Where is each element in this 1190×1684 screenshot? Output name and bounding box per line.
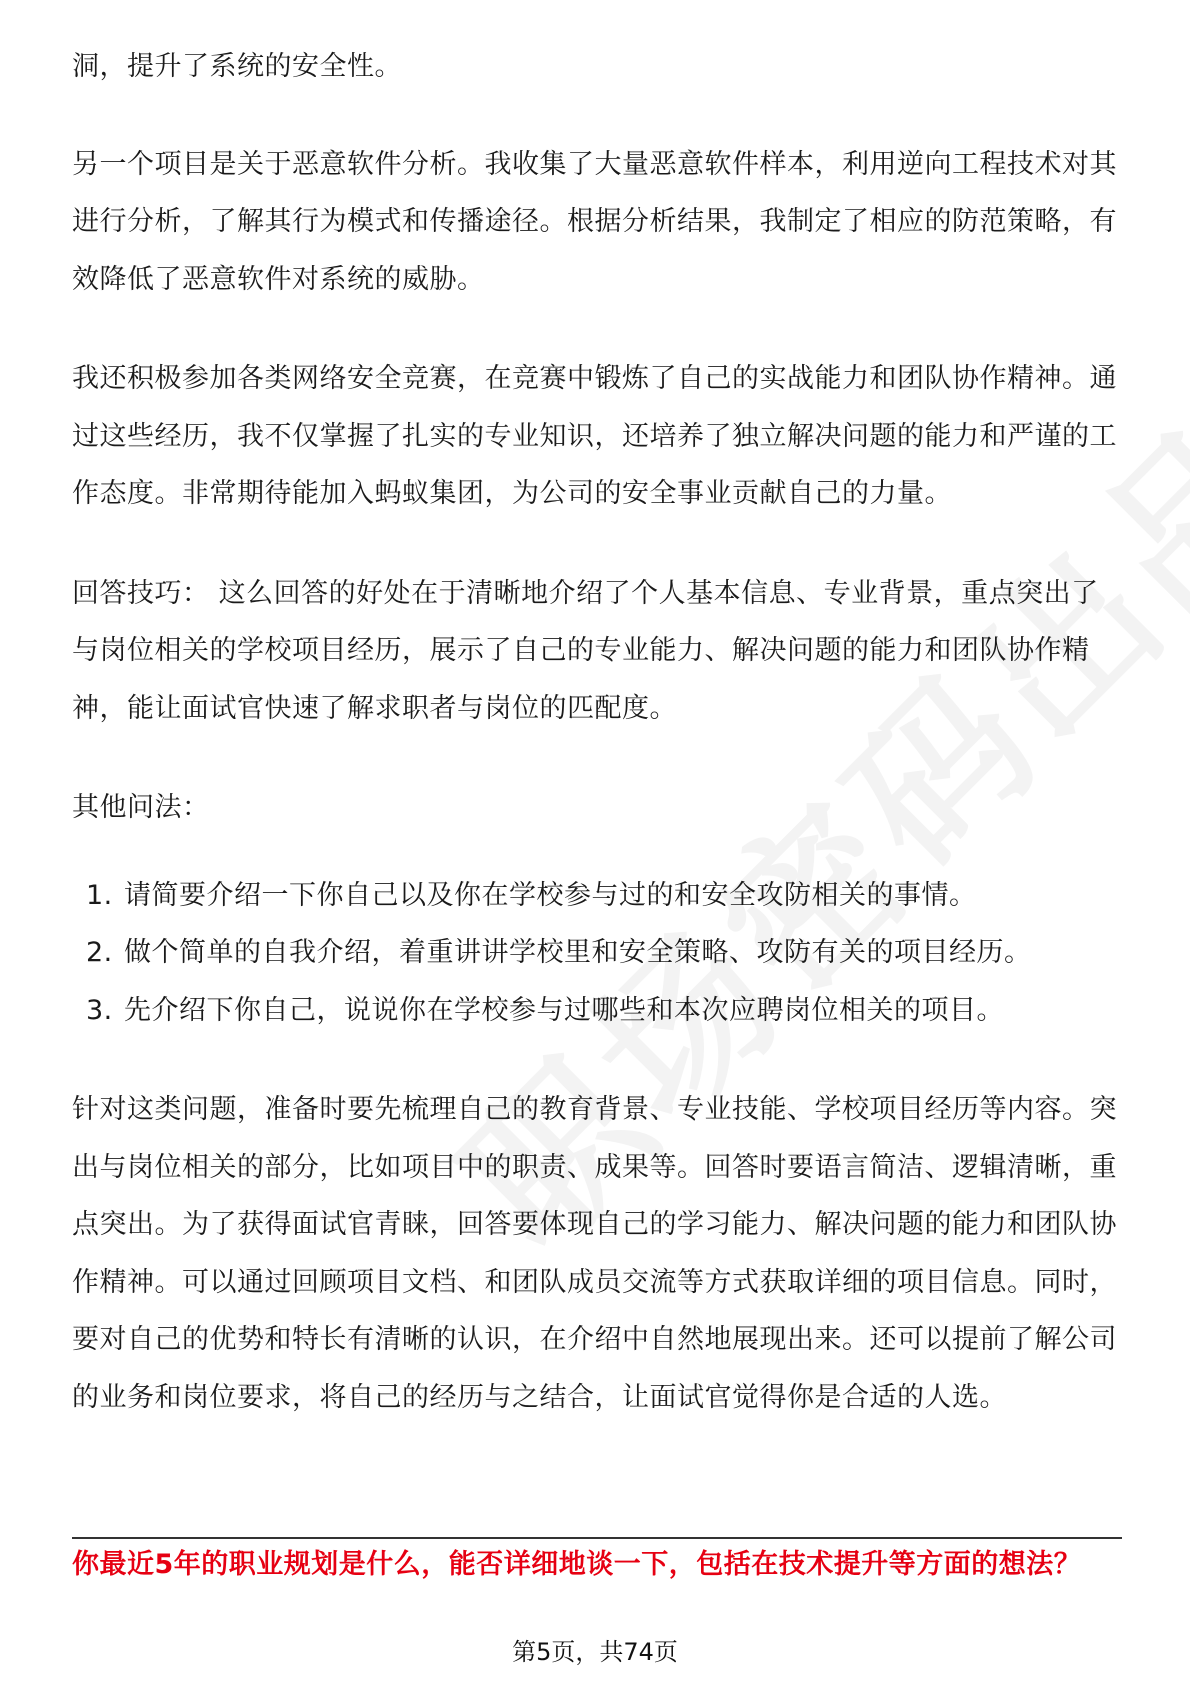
list-item [72, 924, 1124, 982]
document-body [72, 38, 1124, 1468]
list-text: 做个简单的自我介绍，着重讲讲学校里和安全策略、攻防有关的项目经历。 [124, 937, 1032, 968]
list-item [72, 982, 1124, 1040]
list-item [72, 867, 1124, 925]
paragraph-competitions: 我还积极参加各类网络安全竞赛，在竞赛中锻炼了自己的实战能力和团队协作精神。通过这些经历，我不仅掌握了扎实的专业知识，还培养了独立解决问题的能力和严谨的工作态度。非常期待能加入蚂蚁集团，为公司的安全事业贡献自己的力量。 [72, 363, 1117, 509]
page-number-footer: 第5页，共74页 [512, 1638, 678, 1666]
next-question-heading: 你最近5年的职业规划是什么，能否详细地谈一下，包括在技术提升等方面的想法？ [72, 1549, 1082, 1580]
section-divider [72, 1537, 1122, 1539]
list-text: 先介绍下你自己，说说你在学校参与过哪些和本次应聘岗位相关的项目。 [124, 994, 1004, 1026]
paragraph-answer-tip: 回答技巧： 这么回答的好处在于清晰地介绍了个人基本信息、专业背景，重点突出了与岗位相关的学校项目经历，展示了自己的专业能力、解决问题的能力和团队协作精神，能让面试官快速了解求职者与岗位的匹配度。 [72, 577, 1099, 724]
list-number: 2. [86, 937, 113, 968]
list-number: 1. [86, 879, 113, 911]
list-number: 3. [86, 994, 113, 1026]
paragraph-continuation: 洞，提升了系统的安全性。 [72, 51, 402, 82]
other-questions-heading: 其他问法： [72, 792, 210, 823]
other-questions-list [72, 867, 1124, 1040]
list-text: 请简要介绍一下你自己以及你在学校参与过的和安全攻防相关的事情。 [124, 879, 977, 911]
paragraph-preparation-advice: 针对这类问题，准备时要先梳理自己的教育背景、专业技能、学校项目经历等内容。突出与岗位相关的部分，比如项目中的职责、成果等。回答时要语言简洁、逻辑清晰，重点突出。为了获得面试官青睐，回答要体现自己的学习能力、解决问题的能力和团队协作精神。可以通过回顾项目文档、和团队成员交流等方式获取详细的项目信息。同时，要对自己的优势和特长有清晰的认识，在介绍中自然地展现出来。还可以提前了解公司的业务和岗位要求，将自己的经历与之结合，让面试官觉得你是合适的人选。 [72, 1094, 1117, 1413]
paragraph-malware-project: 另一个项目是关于恶意软件分析。我收集了大量恶意软件样本，利用逆向工程技术对其进行分析，了解其行为模式和传播途径。根据分析结果，我制定了相应的防范策略，有效降低了恶意软件对系统的威胁。 [72, 148, 1117, 295]
